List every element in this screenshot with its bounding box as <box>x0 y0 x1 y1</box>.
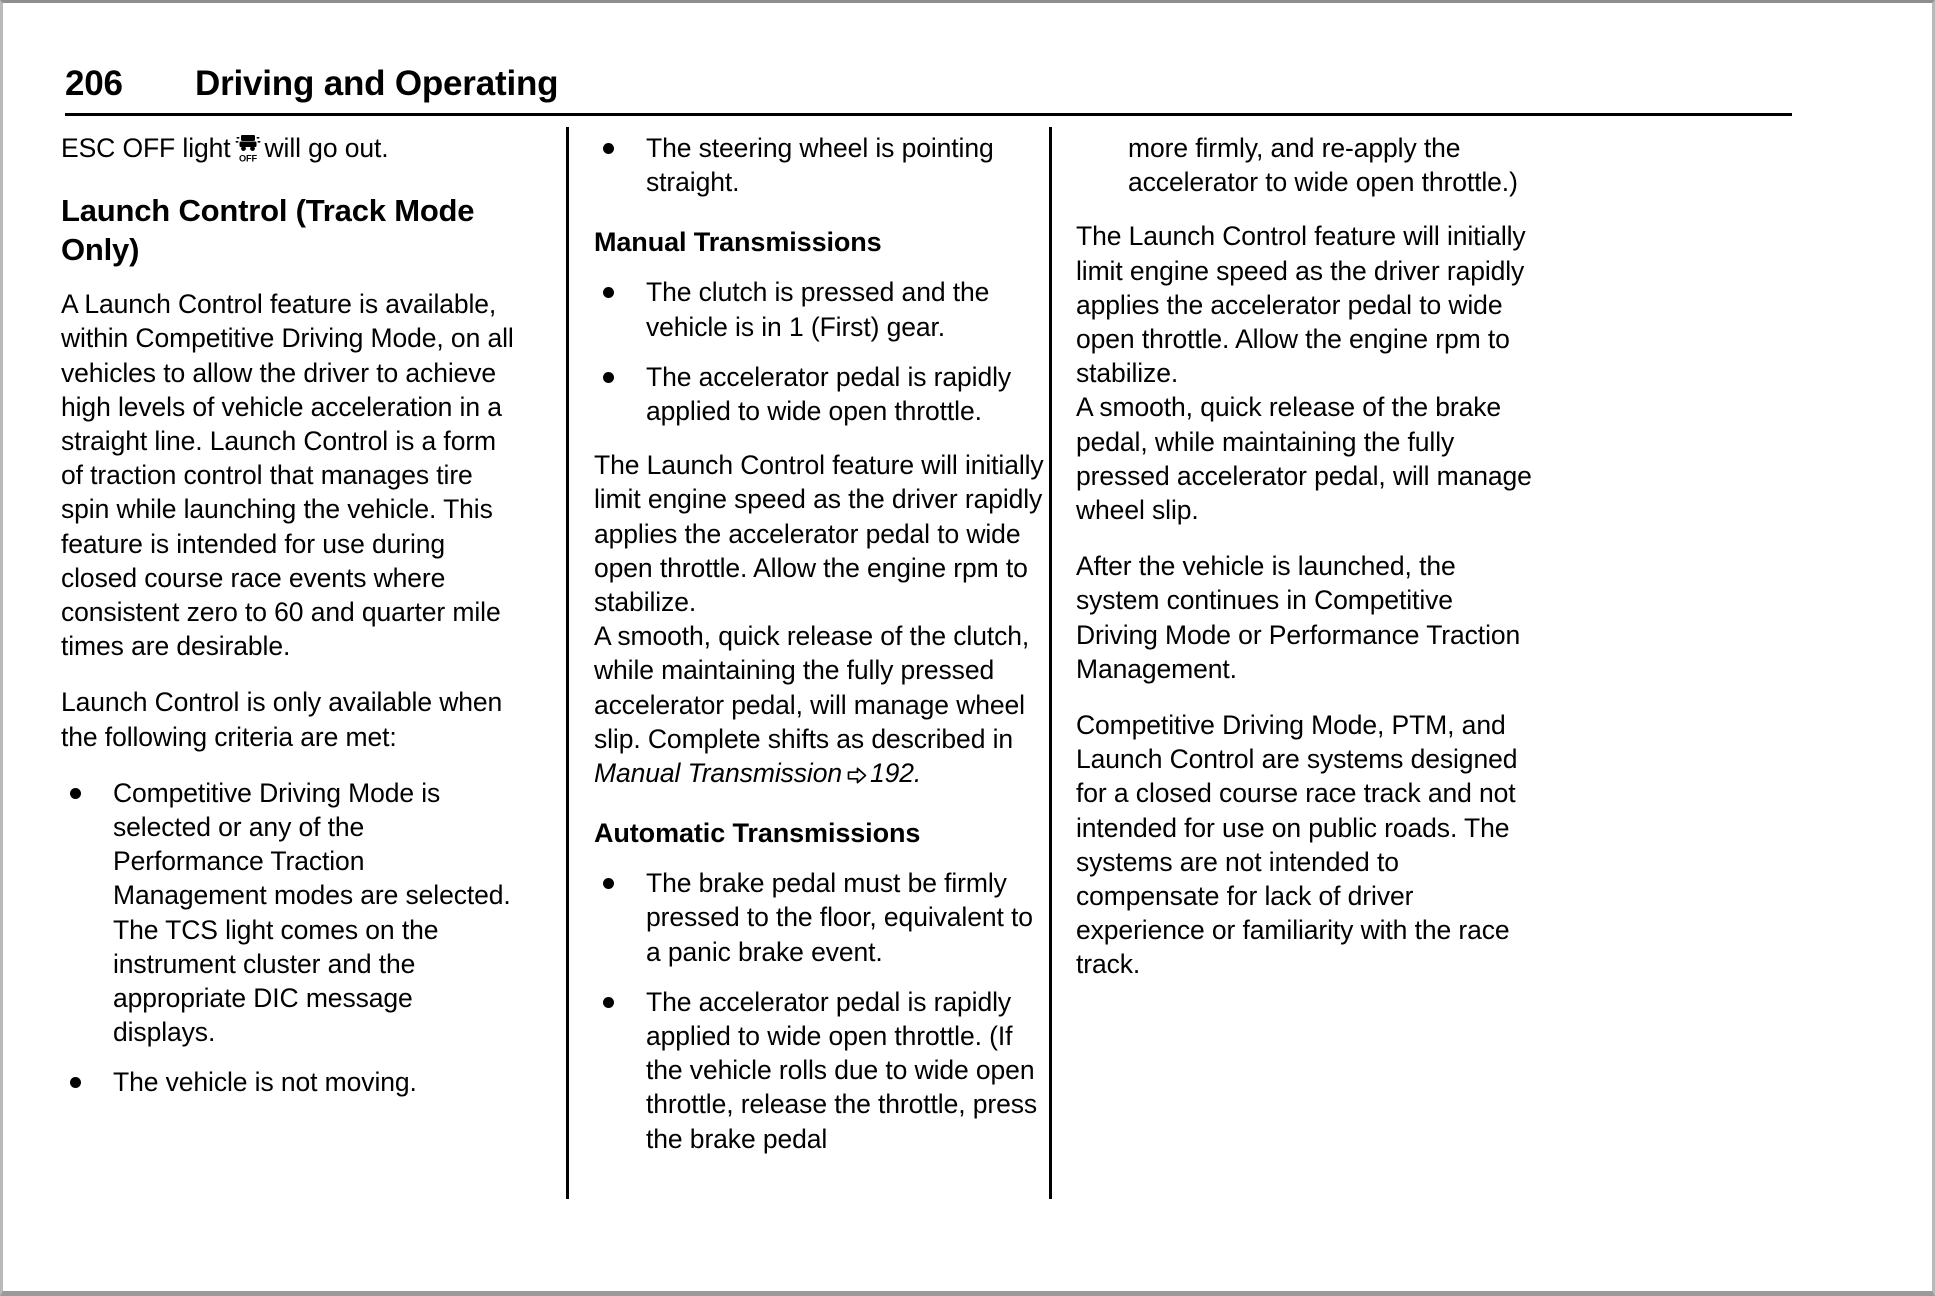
list-item <box>594 360 1054 428</box>
list-item <box>594 985 1054 1156</box>
list-item <box>594 275 1054 343</box>
column-divider-rule-1 <box>566 127 569 1199</box>
bullet-dot-icon <box>603 878 614 889</box>
list-item-text: The steering wheel is pointing straight. <box>646 133 994 198</box>
manual-launch-paragraph-part-2 <box>594 619 1054 790</box>
list-item <box>594 866 1054 969</box>
bullet-dot-icon <box>603 372 614 383</box>
automatic-launch-paragraph-part-1: The Launch Control feature will initially limit engine speed as the driver rapidly applies the accelerator pedal to wide open throttle. Allow the engine rpm to stabilize. <box>1076 221 1526 389</box>
list-item <box>61 1065 521 1099</box>
column-3 <box>1076 131 1536 1209</box>
section-heading-launch-control: Launch Control (Track Mode Only) <box>61 193 475 268</box>
subheading-manual-transmissions: Manual Transmissions <box>594 227 882 258</box>
list-item-text: The brake pedal must be firmly pressed to the floor, equivalent to a panic brake event. <box>646 868 1033 967</box>
closed-course-warning-paragraph: Competitive Driving Mode, PTM, and Launch Control are systems designed for a closed course race track and not intended for use on public roads. The systems are not intended to compensate for lack of driver experience or familiarity with the race track. <box>1076 710 1518 980</box>
automatic-launch-paragraph-part-2: A smooth, quick release of the brake pedal, while maintaining the fully pressed accelerator pedal, will manage wheel slip. <box>1076 392 1532 526</box>
cross-reference-page: 192 <box>869 758 914 789</box>
manual-transmission-bullet-list <box>594 275 1054 428</box>
chapter-title: Driving and Operating <box>195 64 559 103</box>
manual-launch-paragraph-part-1: The Launch Control feature will initially limit engine speed as the driver rapidly applies the accelerator pedal to wide open throttle. Allow the engine rpm to stabilize. <box>594 450 1044 618</box>
launch-control-paragraph-2: Launch Control is only available when the following criteria are met: <box>61 687 503 752</box>
list-item-text: Competitive Driving Mode is selected or any of the Performance Traction Management modes are selected. The TCS light comes on the instrument cluster and the appropriate DIC message displays. <box>113 777 511 1048</box>
bullet-dot-icon <box>603 143 614 154</box>
bullet-dot-icon <box>70 1077 81 1088</box>
bullet-continuation-text: more firmly, and re-apply the accelerator to wide open throttle.) <box>1128 133 1518 198</box>
list-item-text: The vehicle is not moving. <box>113 1067 417 1098</box>
esc-off-text-before: ESC OFF light <box>61 133 231 163</box>
esc-off-text-after: will go out. <box>264 133 389 163</box>
page-number: 206 <box>65 64 123 103</box>
list-item-text: The accelerator pedal is rapidly applied to wide open throttle. (If the vehicle rolls due to wide open throttle, release the throttle, press the brake pedal <box>646 986 1038 1154</box>
esc-off-telltale-icon <box>235 133 261 163</box>
page-sheet <box>3 3 1932 1291</box>
page-header <box>65 63 1855 109</box>
list-item-text: The clutch is pressed and the vehicle is in 1 (First) gear. <box>646 277 990 342</box>
bullet-dot-icon <box>70 788 81 799</box>
body-columns <box>61 131 1861 1211</box>
cross-reference-trailing: . <box>913 758 922 789</box>
criteria-bullet-list-continued <box>594 131 1054 199</box>
bullet-dot-icon <box>603 287 614 298</box>
bullet-dot-icon <box>603 997 614 1008</box>
svg-text:OFF: OFF <box>238 153 257 163</box>
column-1 <box>61 131 521 1209</box>
esc-off-paragraph <box>61 131 521 165</box>
column-2 <box>594 131 1054 1209</box>
list-item-text: The accelerator pedal is rapidly applied to wide open throttle. <box>646 361 1012 427</box>
criteria-bullet-list <box>61 776 521 1100</box>
automatic-transmission-bullet-list <box>594 866 1054 1156</box>
list-item <box>594 131 1054 199</box>
cross-reference-title: Manual Transmission <box>594 758 842 789</box>
header-divider-rule <box>65 113 1792 116</box>
manual-launch-text: A smooth, quick release of the clutch, while maintaining the fully pressed accelerator pedal, will manage wheel slip. Complete shifts as described in <box>594 621 1030 754</box>
list-item <box>61 776 521 1050</box>
cross-reference-arrow-icon <box>847 766 867 785</box>
launch-control-paragraph-1: A Launch Control feature is available, within Competitive Driving Mode, on all vehicles to allow the driver to achieve high levels of vehicle acceleration in a straight line. Launch Control is a form of traction control that manages tire spin while launching the vehicle. This feature is intended for use during closed course race events where consistent zero to 60 and quarter mile times are desirable. <box>61 289 514 662</box>
subheading-automatic-transmissions: Automatic Transmissions <box>594 818 921 849</box>
after-launch-paragraph: After the vehicle is launched, the system continues in Competitive Driving Mode or Performance Traction Management. <box>1076 551 1521 684</box>
